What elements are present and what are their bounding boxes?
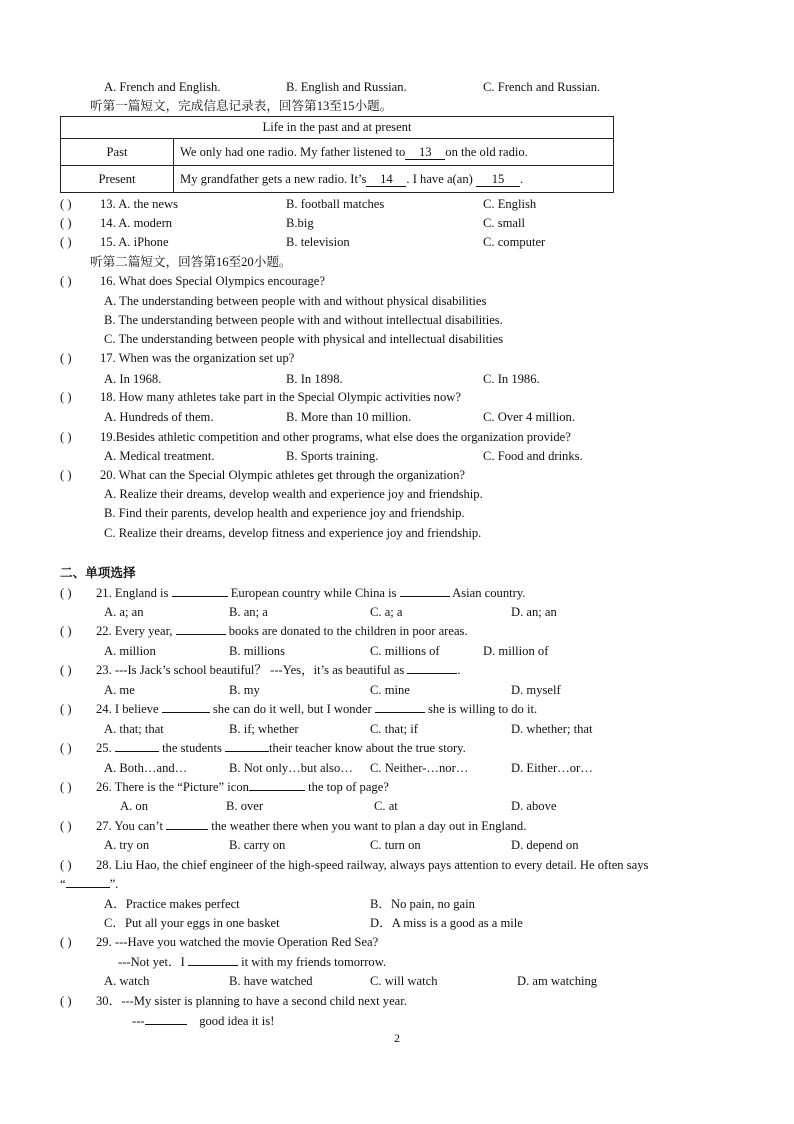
q18-option-a: A. Hundreds of them. (104, 410, 214, 424)
blank[interactable] (375, 712, 425, 713)
answer-bracket[interactable]: ( ) (60, 197, 72, 211)
blank[interactable] (188, 965, 238, 966)
answer-bracket[interactable]: ( ) (60, 935, 72, 949)
answer-bracket[interactable]: ( ) (60, 235, 72, 249)
answer-bracket[interactable]: ( ) (60, 741, 72, 755)
q28-option-d: D．A miss is a good as a mile (370, 916, 523, 930)
q29-line2: ---Not yet．I it with my friends tomorrow. (118, 955, 387, 969)
table-past-label: Past (61, 139, 174, 166)
q19-option-c: C. Food and drinks. (483, 449, 583, 463)
q20-option-a: A. Realize their dreams, develop wealth and experience joy and friendship. (104, 487, 483, 501)
answer-bracket[interactable]: ( ) (60, 994, 72, 1008)
q16-stem: 16. What does Special Olympics encourage? (100, 274, 325, 288)
q28-option-c: C．Put all your eggs in one basket (104, 916, 280, 930)
q21-option-a: A. a; an (104, 605, 144, 619)
table-title: Life in the past and at present (61, 117, 614, 139)
q20-stem: 20. What can the Special Olympic athletes get through the organization? (100, 468, 465, 482)
q20-option-b: B. Find their parents, develop health and experience joy and friendship. (104, 506, 465, 520)
q18-stem: 18. How many athletes take part in the Special Olympic activities now? (100, 390, 461, 404)
answer-bracket[interactable]: ( ) (60, 586, 72, 600)
q29-option-c: C. will watch (370, 974, 438, 988)
q21-option-d: D. an; an (511, 605, 557, 619)
answer-bracket[interactable]: ( ) (60, 780, 72, 794)
passage2-instruction: 听第二篇短文，回答第16至20小题。 (90, 255, 292, 269)
q17-stem: 17. When was the organization set up? (100, 351, 295, 365)
q21-option-c: C. a; a (370, 605, 403, 619)
q13-option-c: C. English (483, 197, 537, 211)
q30-line2: --- good idea it is! (132, 1014, 275, 1028)
q28-option-b: B．No pain, no gain (370, 897, 475, 911)
blank[interactable] (115, 751, 159, 752)
q28-option-a: A．Practice makes perfect (104, 897, 240, 911)
answer-bracket[interactable]: ( ) (60, 216, 72, 230)
q19-stem: 19.Besides athletic competition and other programs, what else does the organization provide? (100, 430, 571, 444)
q27-stem: 27. You can’t the weather there when you want to plan a day out in England. (96, 819, 527, 833)
q17-option-a: A. In 1968. (104, 372, 162, 386)
q15-stem: 15. A. iPhone (100, 235, 169, 249)
q12-option-c: C. French and Russian. (483, 80, 601, 94)
info-table (60, 116, 614, 193)
q22-option-c: C. millions of (370, 644, 440, 658)
q27-option-a: A. try on (104, 838, 150, 852)
q28-stem: 28. Liu Hao, the chief engineer of the high-speed railway, always pays attention to every detail. He often says (96, 858, 649, 872)
answer-bracket[interactable]: ( ) (60, 663, 72, 677)
q29-stem: 29. ---Have you watched the movie Operation Red Sea? (96, 935, 379, 949)
q30-stem: 30．---My sister is planning to have a second child next year. (96, 994, 407, 1008)
q17-option-c: C. In 1986. (483, 372, 540, 386)
answer-bracket[interactable]: ( ) (60, 819, 72, 833)
q26-stem: 26. There is the “Picture” icon the top of page? (96, 780, 389, 794)
q25-option-a: A. Both…and… (104, 761, 188, 775)
q26-option-c: C. at (374, 799, 398, 813)
passage1-instruction: 听第一篇短文，完成信息记录表，回答第13至15小题。 (90, 99, 393, 113)
q14-option-c: C. small (483, 216, 525, 230)
answer-bracket[interactable]: ( ) (60, 351, 72, 365)
q27-option-d: D. depend on (511, 838, 579, 852)
table-present-content: My grandfather gets a new radio. It’s 14 . I have a(an) 15 . (174, 166, 614, 193)
q22-option-d: D. million of (483, 644, 549, 658)
table-past-content: We only had one radio. My father listened to 13 on the old radio. (174, 139, 614, 166)
blank-14[interactable]: 14 (366, 173, 406, 187)
q28-quote-blank: “ ”. (60, 877, 119, 891)
blank[interactable] (166, 829, 208, 830)
q15-option-b: B. television (286, 235, 350, 249)
blank-15[interactable]: 15 (476, 173, 520, 187)
blank[interactable] (400, 596, 450, 597)
blank[interactable] (407, 673, 457, 674)
q24-option-d: D. whether; that (511, 722, 593, 736)
blank[interactable] (66, 887, 110, 888)
q24-option-b: B. if; whether (229, 722, 299, 736)
answer-bracket[interactable]: ( ) (60, 430, 72, 444)
page-number: 2 (394, 1031, 400, 1045)
q19-option-a: A. Medical treatment. (104, 449, 215, 463)
q23-option-d: D. myself (511, 683, 561, 697)
q23-option-a: A. me (104, 683, 135, 697)
answer-bracket[interactable]: ( ) (60, 702, 72, 716)
q22-stem: 22. Every year, books are donated to the children in poor areas. (96, 624, 468, 638)
q14-stem: 14. A. modern (100, 216, 173, 230)
q23-option-b: B. my (229, 683, 260, 697)
q26-option-d: D. above (511, 799, 557, 813)
answer-bracket[interactable]: ( ) (60, 274, 72, 288)
q13-stem: 13. A. the news (100, 197, 179, 211)
q13-option-b: B. football matches (286, 197, 385, 211)
q15-option-c: C. computer (483, 235, 546, 249)
q23-option-c: C. mine (370, 683, 410, 697)
answer-bracket[interactable]: ( ) (60, 390, 72, 404)
q16-option-a: A. The understanding between people with and without physical disabilities (104, 294, 487, 308)
q22-option-b: B. millions (229, 644, 285, 658)
q12-option-a: A. French and English. (104, 80, 221, 94)
answer-bracket[interactable]: ( ) (60, 468, 72, 482)
q24-option-a: A. that; that (104, 722, 164, 736)
blank[interactable] (162, 712, 210, 713)
q29-option-d: D. am watching (517, 974, 598, 988)
q18-option-b: B. More than 10 million. (286, 410, 412, 424)
q27-option-c: C. turn on (370, 838, 421, 852)
blank[interactable] (176, 634, 226, 635)
q26-option-a: A. on (120, 799, 148, 813)
q23-stem: 23. ---Is Jack’s school beautiful？ ---Yes，it’s as beautiful as . (96, 663, 461, 677)
q14-option-b: B.big (286, 216, 314, 230)
q27-option-b: B. carry on (229, 838, 286, 852)
q21-option-b: B. an; a (229, 605, 268, 619)
blank[interactable] (249, 790, 305, 791)
q25-option-d: D. Either…or… (511, 761, 593, 775)
q25-stem: 25. the students their teacher know about the true story. (96, 741, 466, 755)
q16-option-b: B. The understanding between people with and without intellectual disabilities. (104, 313, 503, 327)
q25-option-c: C. Neither-…nor… (370, 761, 469, 775)
q24-stem: 24. I believe she can do it well, but I wonder she is willing to do it. (96, 702, 538, 716)
q21-stem: 21. England is European country while China is Asian country. (96, 586, 526, 600)
blank-13[interactable]: 13 (405, 146, 445, 160)
section2-title: 二、单项选择 (60, 566, 136, 580)
q29-option-a: A. watch (104, 974, 150, 988)
blank[interactable] (172, 596, 228, 597)
q29-option-b: B. have watched (229, 974, 313, 988)
q22-option-a: A. million (104, 644, 156, 658)
q16-option-c: C. The understanding between people with physical and intellectual disabilities (104, 332, 504, 346)
q25-option-b: B. Not only…but also… (229, 761, 353, 775)
answer-bracket[interactable]: ( ) (60, 858, 72, 872)
q17-option-b: B. In 1898. (286, 372, 343, 386)
q12-option-b: B. English and Russian. (286, 80, 407, 94)
blank[interactable] (145, 1024, 187, 1025)
table-present-label: Present (61, 166, 174, 193)
q24-option-c: C. that; if (370, 722, 418, 736)
q26-option-b: B. over (226, 799, 264, 813)
q18-option-c: C. Over 4 million. (483, 410, 575, 424)
q20-option-c: C. Realize their dreams, develop fitness and experience joy and friendship. (104, 526, 482, 540)
blank[interactable] (225, 751, 269, 752)
answer-bracket[interactable]: ( ) (60, 624, 72, 638)
q19-option-b: B. Sports training. (286, 449, 379, 463)
